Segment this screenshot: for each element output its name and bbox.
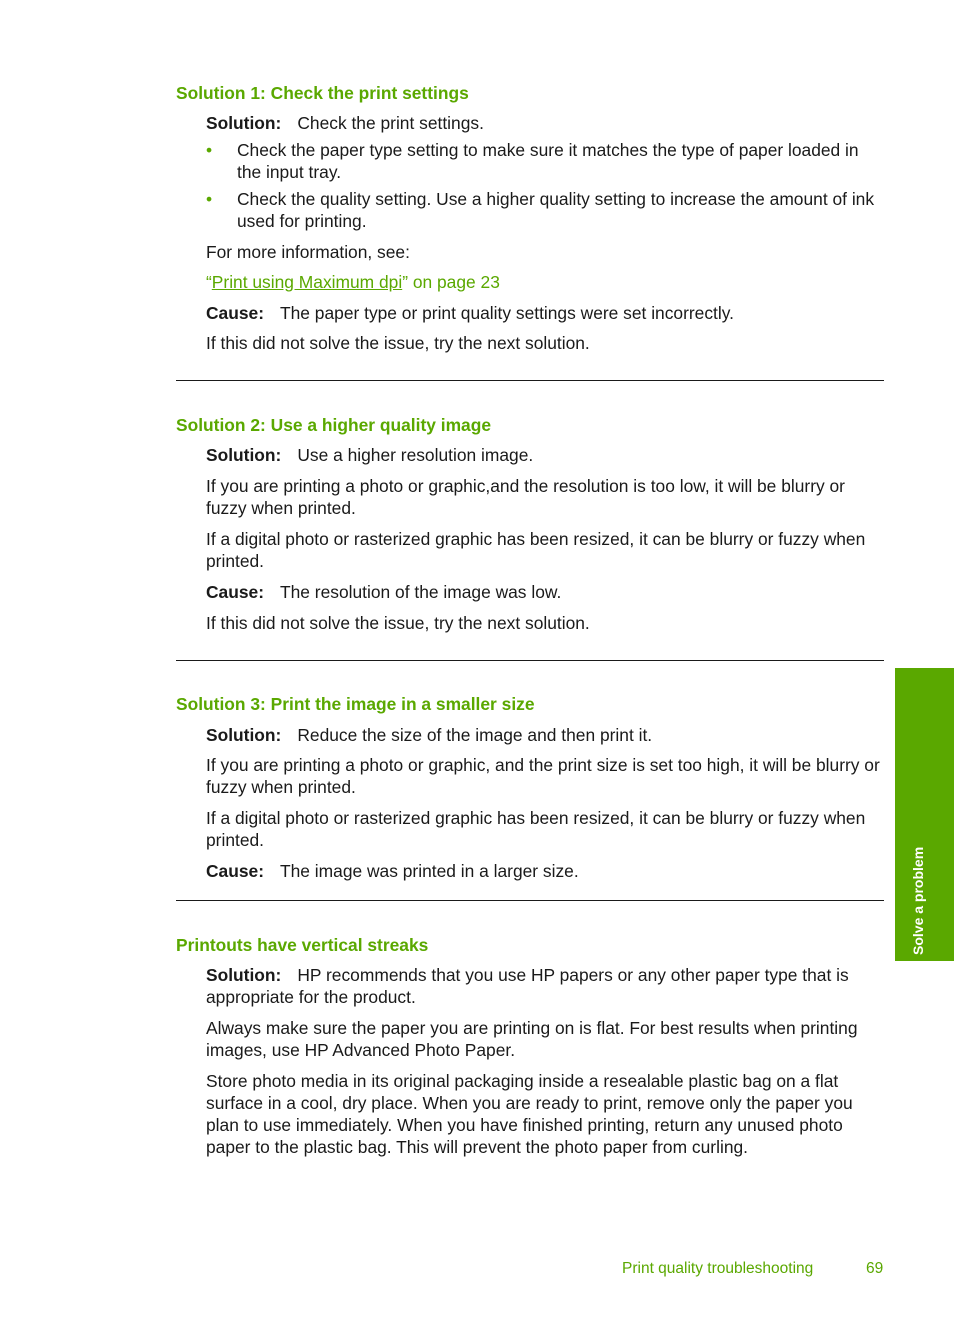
cause-text: The image was printed in a larger size. <box>280 861 579 881</box>
solution-label: Solution: <box>206 965 282 985</box>
section-divider <box>176 380 884 381</box>
cause-label: Cause: <box>206 582 264 602</box>
bullet-icon: • <box>206 189 213 209</box>
bullet-text: Check the quality setting. Use a higher quality setting to increase the amount of ink used for printing. <box>237 189 875 231</box>
next-solution-text: If this did not solve the issue, try the next solution. <box>206 333 590 353</box>
footer-title: Print quality troubleshooting <box>622 1260 814 1277</box>
solution-text: Use a higher resolution image. <box>297 445 534 465</box>
link-suffix: ” on page 23 <box>402 272 500 292</box>
solution-text: HP recommends that you use HP papers or any other paper type that is appropriate for the product. <box>206 965 849 1007</box>
solution-label: Solution: <box>206 445 282 465</box>
cause-label: Cause: <box>206 303 264 323</box>
cause-text: The paper type or print quality settings were set incorrectly. <box>280 303 734 323</box>
section-divider <box>176 660 884 661</box>
link-text[interactable]: Print using Maximum dpi <box>211 272 403 292</box>
paragraph: If you are printing a photo or graphic, and the print size is set too high, it will be blurry or fuzzy when printed. <box>206 755 880 797</box>
paragraph: If a digital photo or rasterized graphic has been resized, it can be blurry or fuzzy when printed. <box>206 529 866 571</box>
solution-line <box>206 112 886 134</box>
cause-line <box>206 860 886 882</box>
solution-label: Solution: <box>206 113 282 133</box>
bullet-text: Check the paper type setting to make sure it matches the type of paper loaded in the input tray. <box>237 140 859 182</box>
section-heading-solution-2: Solution 2: Use a higher quality image <box>176 415 492 435</box>
solution-line <box>206 444 886 466</box>
paragraph: If you are printing a photo or graphic,and the resolution is too low, it will be blurry or fuzzy when printed. <box>206 476 845 518</box>
solution-line <box>206 724 886 746</box>
chapter-side-tab <box>895 668 954 961</box>
paragraph: Always make sure the paper you are printing on is flat. For best results when printing images, use HP Advanced Photo Paper. <box>206 1018 858 1060</box>
bullet-item <box>206 188 886 232</box>
link-open-quote: “ <box>206 272 212 292</box>
solution-label: Solution: <box>206 725 282 745</box>
cause-line <box>206 302 886 324</box>
side-tab-label: Solve a problem <box>910 846 926 955</box>
page-number: 69 <box>866 1260 884 1277</box>
paragraph: Store photo media in its original packaging inside a resealable plastic bag on a flat surface in a cool, dry place. When you are ready to print, remove only the paper you plan to use immediately. When you have finished printing, return any unused photo paper to the plastic bag. This will prevent the photo paper from curling. <box>206 1071 853 1157</box>
section-heading-solution-3: Solution 3: Print the image in a smaller size <box>176 694 535 714</box>
cross-reference-link[interactable] <box>206 271 886 293</box>
section-divider <box>176 900 884 901</box>
bullet-icon: • <box>206 140 213 160</box>
paragraph: If a digital photo or rasterized graphic has been resized, it can be blurry or fuzzy when printed. <box>206 808 866 850</box>
section-heading-solution-1: Solution 1: Check the print settings <box>176 83 469 103</box>
more-info-text: For more information, see: <box>206 242 410 262</box>
solution-text: Check the print settings. <box>297 113 484 133</box>
next-solution-text: If this did not solve the issue, try the next solution. <box>206 613 590 633</box>
cause-line <box>206 581 886 603</box>
cause-text: The resolution of the image was low. <box>280 582 562 602</box>
section-heading-vertical-streaks: Printouts have vertical streaks <box>176 935 429 955</box>
solution-line <box>206 964 886 1008</box>
bullet-item <box>206 139 886 183</box>
cause-label: Cause: <box>206 861 264 881</box>
solution-text: Reduce the size of the image and then print it. <box>297 725 653 745</box>
